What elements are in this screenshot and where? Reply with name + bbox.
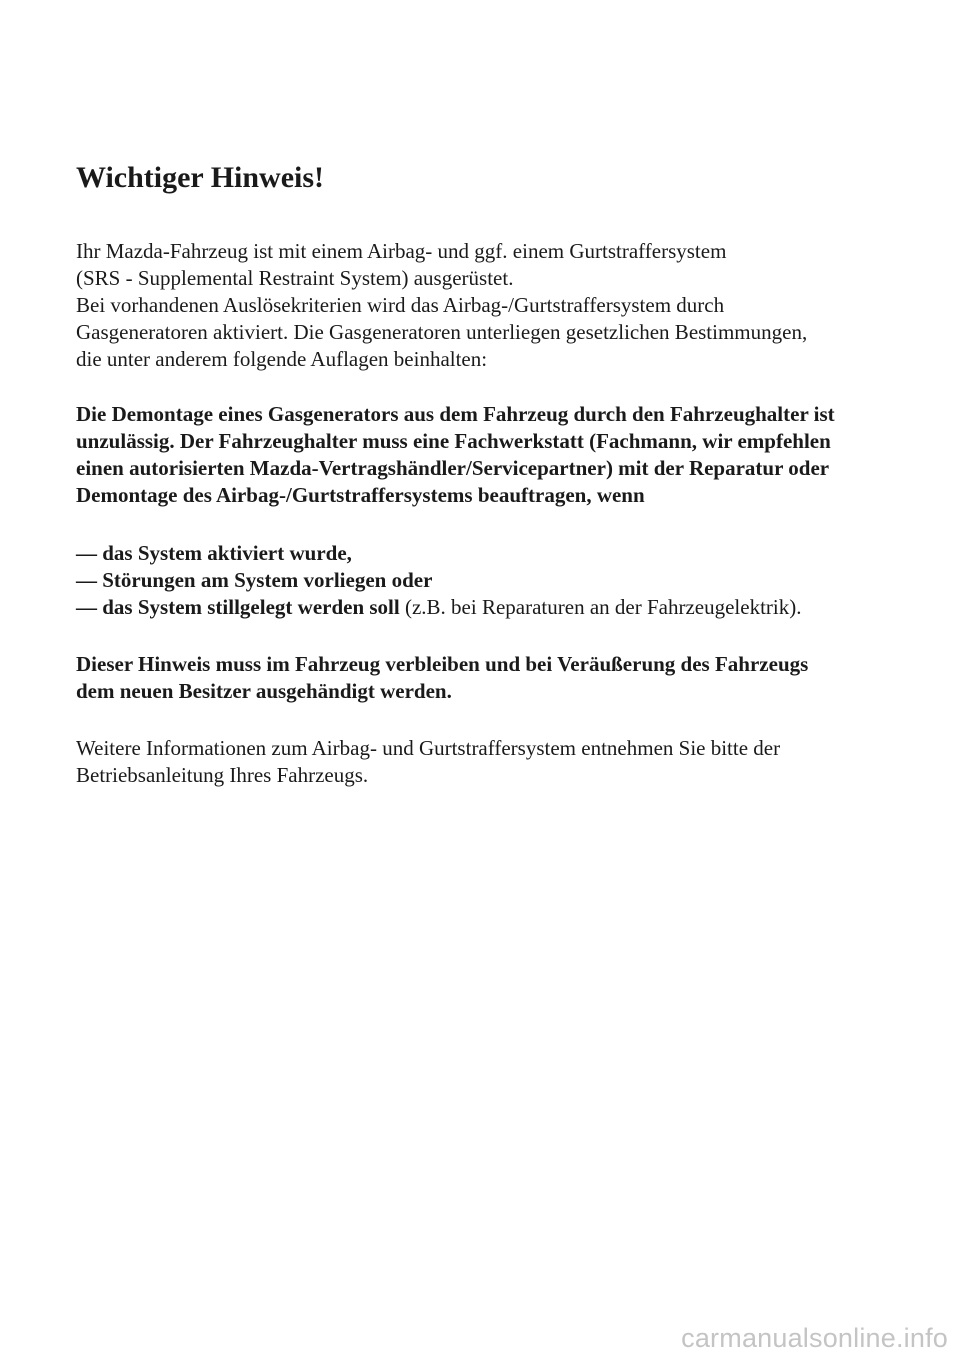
case-item-text: — das System stillgelegt werden soll [76, 595, 400, 619]
case-item [76, 594, 936, 621]
intro-paragraph [76, 238, 936, 373]
watermark-text: carmanualsonline.info [681, 1323, 948, 1353]
further-info-paragraph [76, 735, 936, 789]
intro-line: Bei vorhandenen Auslösekriterien wird das Airbag-/Gurtstraffersystem durch [76, 293, 725, 317]
demontage-line: unzulässig. Der Fahrzeughalter muss eine Fachwerkstatt (Fachmann, wir empfehlen [76, 429, 831, 453]
keep-line: Dieser Hinweis muss im Fahrzeug verbleiben und bei Veräußerung des Fahrzeugs [76, 652, 809, 676]
further-line: Weitere Informationen zum Airbag- und Gurtstraffersystem entnehmen Sie bitte der [76, 736, 781, 760]
page-title: Wichtiger Hinweis! [76, 161, 325, 194]
demontage-paragraph [76, 401, 936, 509]
intro-line: Ihr Mazda-Fahrzeug ist mit einem Airbag- und ggf. einem Gurtstraffersystem [76, 239, 727, 263]
keep-line: dem neuen Besitzer ausgehändigt werden. [76, 679, 452, 703]
case-item: — das System aktiviert wurde, [76, 541, 352, 565]
intro-line: Gasgeneratoren aktiviert. Die Gasgeneratoren unterliegen gesetzlichen Bestimmungen, [76, 320, 808, 344]
case-item: — Störungen am System vorliegen oder [76, 568, 433, 592]
demontage-line: einen autorisierten Mazda-Vertragshändler/Servicepartner) mit der Reparatur oder [76, 456, 830, 480]
demontage-line: Demontage des Airbag-/Gurtstraffersystems beauftragen, wenn [76, 483, 645, 507]
intro-line: die unter anderem folgende Auflagen beinhalten: [76, 347, 488, 371]
demontage-line: Die Demontage eines Gasgenerators aus dem Fahrzeug durch den Fahrzeughalter ist [76, 402, 835, 426]
intro-line: (SRS - Supplemental Restraint System) ausgerüstet. [76, 266, 514, 290]
further-line: Betriebsanleitung Ihres Fahrzeugs. [76, 763, 369, 787]
keep-notice-paragraph [76, 651, 936, 705]
case-item-note: (z.B. bei Reparaturen an der Fahrzeugelektrik). [399, 595, 802, 619]
cases-list [76, 540, 936, 621]
